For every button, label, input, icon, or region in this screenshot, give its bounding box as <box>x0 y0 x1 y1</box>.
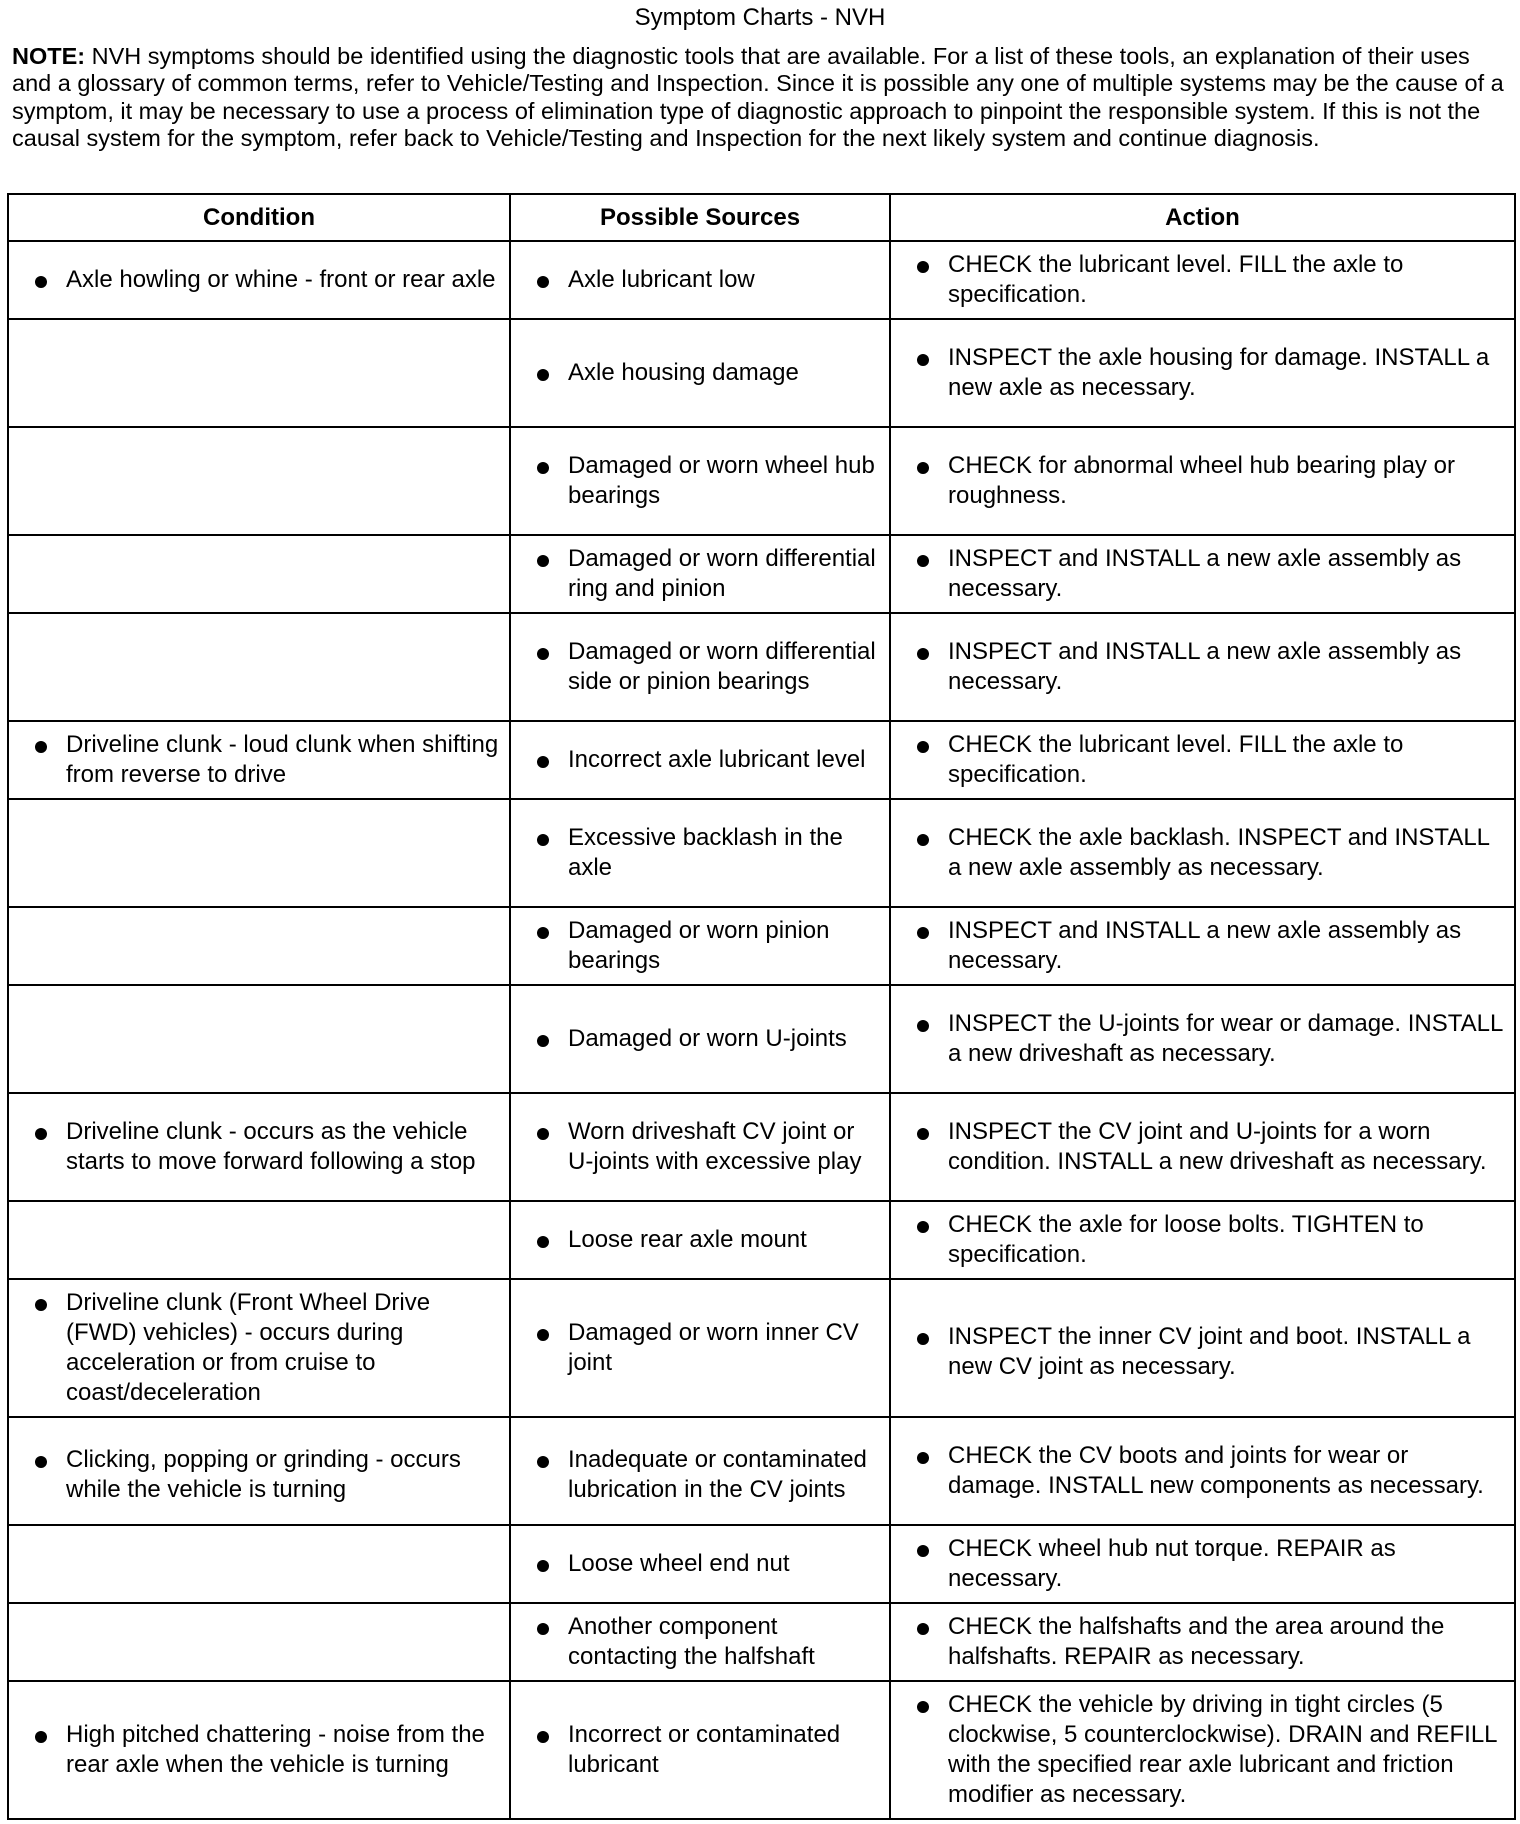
source-cell: Damaged or worn differential side or pinion bearings <box>511 637 889 697</box>
condition-cell-empty <box>8 907 510 985</box>
action-cell: CHECK wheel hub nut torque. REPAIR as necessary. <box>891 1534 1514 1594</box>
condition-cell: Driveline clunk - occurs as the vehicle starts to move forward following a stop <box>9 1117 509 1177</box>
table-row <box>8 1279 1515 1417</box>
action-cell: CHECK the axle backlash. INSPECT and INSTALL a new axle assembly as necessary. <box>891 823 1514 883</box>
condition-cell: High pitched chattering - noise from the rear axle when the vehicle is turning <box>9 1720 509 1780</box>
source-cell: Damaged or worn wheel hub bearings <box>511 451 889 511</box>
action-cell: CHECK the lubricant level. FILL the axle to specification. <box>891 250 1514 310</box>
condition-cell: Driveline clunk (Front Wheel Drive (FWD) vehicles) - occurs during acceleration or from cruise to coast/deceleration <box>9 1288 509 1408</box>
table-row <box>8 241 1515 319</box>
action-cell: INSPECT and INSTALL a new axle assembly as necessary. <box>891 544 1514 604</box>
header-possible-sources: Possible Sources <box>510 194 890 241</box>
condition-cell-empty <box>8 1525 510 1603</box>
action-cell: INSPECT the inner CV joint and boot. INSTALL a new CV joint as necessary. <box>891 1322 1514 1382</box>
table-row <box>8 907 1515 985</box>
page-title: Symptom Charts - NVH <box>634 4 886 31</box>
source-cell: Loose rear axle mount <box>511 1225 889 1255</box>
source-cell: Worn driveshaft CV joint or U-joints with excessive play <box>511 1117 889 1177</box>
action-cell: CHECK the halfshafts and the area around the halfshafts. REPAIR as necessary. <box>891 1612 1514 1672</box>
condition-cell-empty <box>8 427 510 535</box>
table-row <box>8 1417 1515 1525</box>
action-cell: CHECK the lubricant level. FILL the axle to specification. <box>891 730 1514 790</box>
condition-cell: Clicking, popping or grinding - occurs while the vehicle is turning <box>9 1445 509 1505</box>
table-row <box>8 1525 1515 1603</box>
condition-cell: Axle howling or whine - front or rear axle <box>9 265 509 295</box>
header-condition: Condition <box>8 194 510 241</box>
source-cell: Incorrect or contaminated lubricant <box>511 1720 889 1780</box>
source-cell: Damaged or worn differential ring and pinion <box>511 544 889 604</box>
action-cell: INSPECT the U-joints for wear or damage. INSTALL a new driveshaft as necessary. <box>891 1009 1514 1069</box>
condition-cell-empty <box>8 985 510 1093</box>
source-cell: Damaged or worn U-joints <box>511 1024 889 1054</box>
action-cell: CHECK the axle for loose bolts. TIGHTEN to specification. <box>891 1210 1514 1270</box>
symptom-chart-table <box>7 193 1516 1820</box>
note-text: NVH symptoms should be identified using the diagnostic tools that are available. For a list of these tools, an explanation of their uses and a glossary of common terms, refer to Vehicle/Testing and Inspection. Since it is possible any one of multiple systems may be the cause of a symptom, it may be necessary to use a process of elimination type of diagnostic approach to pinpoint the responsible system. If this is not the causal system for the symptom, refer back to Vehicle/Testing and Inspection for the next likely system and continue diagnosis. <box>12 43 1504 152</box>
note-label: NOTE: <box>12 43 86 69</box>
condition-cell-empty <box>8 1603 510 1681</box>
table-row <box>8 319 1515 427</box>
table-row <box>8 721 1515 799</box>
table-row <box>8 1093 1515 1201</box>
table-header-row <box>8 194 1515 241</box>
table-row <box>8 799 1515 907</box>
condition-cell-empty <box>8 799 510 907</box>
condition-cell-empty <box>8 319 510 427</box>
condition-cell-empty <box>8 613 510 721</box>
action-cell: INSPECT and INSTALL a new axle assembly as necessary. <box>891 916 1514 976</box>
table-row <box>8 1681 1515 1819</box>
source-cell: Excessive backlash in the axle <box>511 823 889 883</box>
source-cell: Inadequate or contaminated lubrication in the CV joints <box>511 1445 889 1505</box>
condition-cell-empty <box>8 1201 510 1279</box>
source-cell: Damaged or worn inner CV joint <box>511 1318 889 1378</box>
action-cell: INSPECT and INSTALL a new axle assembly as necessary. <box>891 637 1514 697</box>
table-row <box>8 535 1515 613</box>
source-cell: Loose wheel end nut <box>511 1549 889 1579</box>
source-cell: Incorrect axle lubricant level <box>511 745 889 775</box>
action-cell: CHECK the CV boots and joints for wear or damage. INSTALL new components as necessary. <box>891 1441 1514 1501</box>
table-row <box>8 427 1515 535</box>
action-cell: CHECK the vehicle by driving in tight circles (5 clockwise, 5 counterclockwise). DRAIN and REFILL with the specified rear axle lubricant and friction modifier as necessary. <box>891 1690 1514 1810</box>
note-paragraph <box>12 43 1512 153</box>
action-cell: INSPECT the axle housing for damage. INSTALL a new axle as necessary. <box>891 343 1514 403</box>
header-action: Action <box>890 194 1515 241</box>
table-row <box>8 1603 1515 1681</box>
condition-cell-empty <box>8 535 510 613</box>
table-row <box>8 985 1515 1093</box>
source-cell: Axle lubricant low <box>511 265 889 295</box>
source-cell: Another component contacting the halfshaft <box>511 1612 889 1672</box>
table-row <box>8 1201 1515 1279</box>
condition-cell: Driveline clunk - loud clunk when shifting from reverse to drive <box>9 730 509 790</box>
action-cell: CHECK for abnormal wheel hub bearing play or roughness. <box>891 451 1514 511</box>
source-cell: Damaged or worn pinion bearings <box>511 916 889 976</box>
source-cell: Axle housing damage <box>511 358 889 388</box>
table-row <box>8 613 1515 721</box>
action-cell: INSPECT the CV joint and U-joints for a worn condition. INSTALL a new driveshaft as necessary. <box>891 1117 1514 1177</box>
